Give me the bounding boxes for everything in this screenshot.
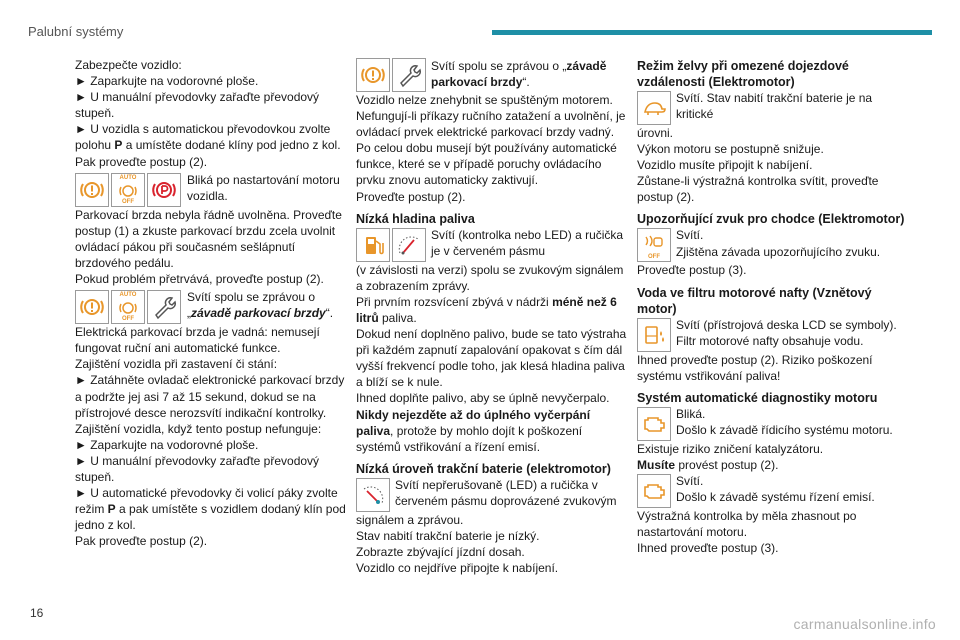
section-title: Palubní systémy [28,24,124,39]
text: Zajištění vozidla, když tento postup nefunguje: [75,421,322,436]
text: Nikdy nejezděte až do úplného vyčerpání paliva, protože by mohlo dojít k poškození systémů vstřikování a řízení emisí. [356,407,591,454]
text: signálem a zprávou. [356,512,464,527]
text: Existuje riziko zničení katalyzátoru. [637,441,824,456]
text: (v závislosti na verzi) spolu se zvukovým signálem a zobrazením zprávy. [356,262,624,293]
text: Vozidlo co nejdříve připojte k nabíjení. [356,561,559,576]
icon-group [637,407,673,441]
text: Vozidlo musíte připojit k nabíjení. [637,158,813,173]
icon-description: Došlo k závadě systému řízení emisí. [676,490,875,505]
icon-description: Zjištěna závada upozorňujícího zvuku. [676,244,881,259]
auto-off-icon: AUTO OFF [111,173,145,207]
section-heading: Nízká úroveň trakční baterie (elektromotor) [356,461,611,476]
fuel-pump-icon [356,228,390,262]
turtle-icon [637,91,671,125]
page-number: 16 [30,606,44,620]
icon-group [637,474,673,508]
water-in-diesel-icon [637,318,671,352]
icon-description: Svítí nepřerušovaně (LED) a ručička v červeném pásmu doprovázené zvukovým [395,477,617,508]
text: Pokud problém přetrvává, proveďte postup (2). [75,272,324,287]
text: ► U manuální převodovky zařaďte převodový stupeň. [75,90,320,121]
icon-group [356,228,428,262]
text: Parkovací brzda nebyla řádně uvolněna. Proveďte postup (1) a zkuste parkovací brzdu zcela uvolnit ovládací pákou při současném sešlápnutí brzdového pedálu. [75,207,342,270]
column-3 [637,58,909,556]
text: Ihned proveďte postup (2). Riziko poškození systému vstřikování paliva! [637,352,873,383]
column-2 [356,58,628,576]
text: ► U vozidla s automatickou převodovkou zvolte polohu P a umístěte dodané klíny pod jedno z kol. [75,122,341,153]
icon-description: Svítí spolu se zprávou o „závadě parkovací brzdy“. [187,290,334,321]
icon-description: Bliká po nastartování motoru vozidla. [187,172,340,203]
pedestrian-sound-off-icon: OFF [637,228,671,262]
text: Výstražná kontrolka by měla zhasnout po nastartování motoru. [637,508,857,540]
auto-off-icon: AUTO OFF [111,290,145,324]
wrench-icon [147,290,181,324]
text: Ihned proveďte postup (3). [637,541,779,556]
text: Stav nabití trakční baterie je nízký. [356,528,540,543]
text: ► Zaparkujte na vodorovné ploše. [75,74,259,89]
section-heading: Upozorňující zvuk pro chodce (Elektromotor) [637,212,905,227]
column-1 [75,57,347,549]
brake-warning-orange-icon [75,290,109,324]
text: Proveďte postup (2). [356,189,466,204]
wrench-icon [392,58,426,92]
icon-description: Svítí. [676,228,704,243]
icon-group [75,290,183,324]
icon-group [75,173,183,207]
text: Pak proveďte postup (2). [75,154,208,169]
icon-description: Svítí (přístrojová deska LCD se symboly). Filtr motorové nafty obsahuje vodu. [676,317,897,348]
text: Elektrická parkovací brzda je vadná: nemusejí fungovat ruční ani automatické funkce. [75,325,320,356]
icon-description: Svítí. Stav nabití trakční baterie je na kritické [676,91,873,122]
text: Proveďte postup (3). [637,263,747,278]
icon-description: Došlo k závadě řídicího systému motoru. [676,422,893,437]
text: Při prvním rozsvícení zbývá v nádrži méně než 6 litrů paliva. [356,294,617,325]
section-heading: Voda ve filtru motorové nafty (Vznětový motor) [637,285,872,316]
text: Vozidlo nelze znehybnit se spuštěným motorem. Nefungují-li příkazy ručního zatažení a uvolnění, je ovládací prvek elektrické parkovací brzdy vadný. [356,93,626,140]
fuel-gauge-icon [392,228,426,262]
text: Zobrazte zbývající jízdní dosah. [356,544,525,559]
icon-description: Bliká. [676,406,706,421]
parking-brake-red-icon [147,173,181,207]
text: Pak proveďte postup (2). [75,534,208,549]
battery-gauge-icon [356,478,390,512]
text: Zůstane-li výstražná kontrolka svítit, proveďte postup (2). [637,174,879,205]
icon-group [637,91,673,125]
section-heading: Systém automatické diagnostiky motoru [637,390,878,405]
icon-description: Svítí (kontrolka nebo LED) a ručička je v červeném pásmu [431,227,624,258]
section-heading: Nízká hladina paliva [356,211,475,226]
text: ► Zaparkujte na vodorovné ploše. [75,437,259,452]
text: Zajištění vozidla při zastavení či stání: [75,357,278,372]
engine-icon [637,474,671,508]
icon-description: Svítí spolu se zprávou o „závadě parkovací brzdy“. [431,59,607,90]
icon-group [637,318,673,352]
text: ► U automatické převodovky či volicí páky zvolte režim P a pak umístěte s vozidlem dodaný klín pod jedno z kol. [75,486,346,533]
text: Dokud není doplněno palivo, bude se tato výstraha při každém zapnutí zapalování opakovat s čím dál vyšší frekvencí podle toho, jak klesá hladina paliva a blíží se k nule. [356,327,627,390]
text: ► Zatáhněte ovladač elektronické parkovací brzdy a podržte jej asi 7 až 15 sekund, dokud se na přístrojové desce nerozsvítí indikační kontrolky. [75,373,345,420]
icon-description: Svítí. [676,473,704,488]
text: Výkon motoru se postupně snižuje. [637,142,824,157]
icon-group [356,58,428,92]
brake-warning-orange-icon [75,173,109,207]
text: Zabezpečte vozidlo: [75,58,182,72]
watermark: carmanualsonline.info [793,616,936,632]
text: Ihned doplňte palivo, aby se úplně nevyčerpalo. [356,391,610,406]
engine-icon [637,407,671,441]
brake-warning-orange-icon [356,58,390,92]
text: Musíte provést postup (2). [637,457,779,472]
header-accent-bar [492,30,932,35]
icon-group [637,228,673,262]
section-heading: Režim želvy při omezené dojezdové vzdálenosti (Elektromotor) [637,59,849,89]
text: Po celou dobu musejí být používány automatické funkce, které se v případě poruchy ovládacího prvku znovu automaticky zaktivují. [356,141,617,188]
icon-group [356,478,392,512]
text: ► U manuální převodovky zařaďte převodový stupeň. [75,453,320,484]
text: úrovni. [637,126,674,140]
